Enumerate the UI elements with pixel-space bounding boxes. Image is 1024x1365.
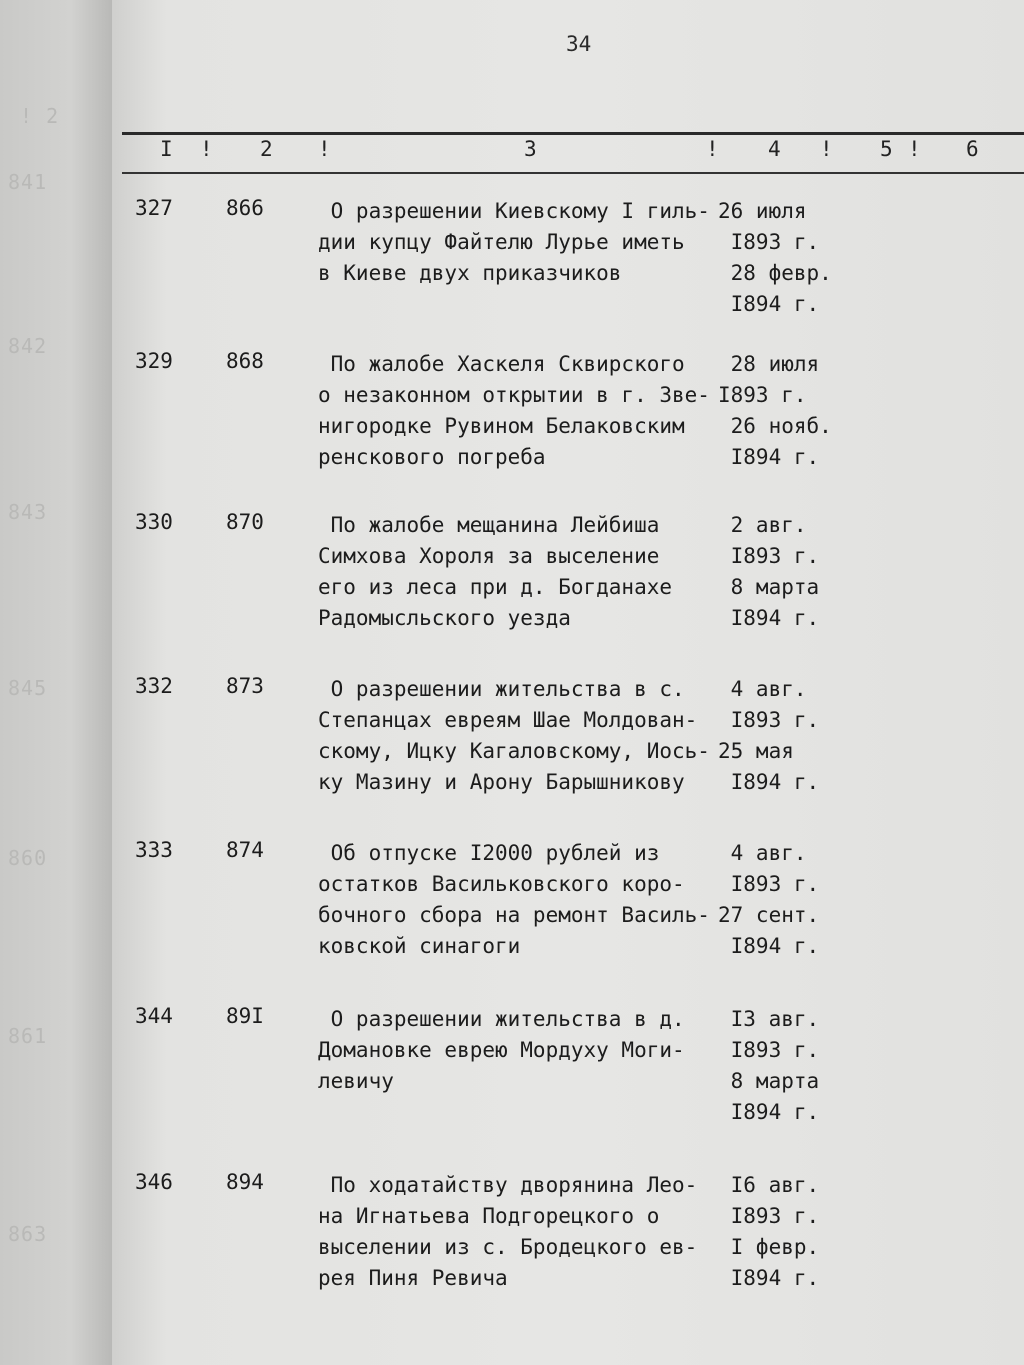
bleed-through-number: 861 [8,1024,48,1048]
bleed-through-number: 863 [8,1222,48,1246]
record-dates: 4 авг. I893 г. 25 мая I894 г. [718,677,820,794]
record-dates: 26 июля I893 г. 28 февр. I894 г. [718,199,832,316]
record-description: По жалобе мещанина Лейбиша Симхова Хороля за выселение его из леса при д. Богданахе Радомысльского уезда [318,513,673,630]
bleed-through-number: 843 [8,500,48,524]
header-separator: ! [318,137,331,161]
record-description: О разрешении жительства в д. Домановке еврею Мордуху Моги- левичу [318,1007,685,1093]
header-top-rule [122,132,1024,135]
header-separator: ! [908,137,921,161]
record-number: 332 [135,674,173,698]
record-number: 346 [135,1170,173,1194]
record-description: О разрешении жительства в с. Степанцах евреям Шае Молдован- скому, Ицку Кагаловскому, Иось- ку Мазину и Арону Барышникову [318,677,710,794]
bleed-through-number: 845 [8,676,48,700]
header-bottom-rule [122,172,1024,174]
bleed-through-number: 842 [8,334,48,358]
header-col-2: 2 [260,137,273,161]
record-number: 333 [135,838,173,862]
file-number: 868 [226,349,264,373]
header-col-3: 3 [524,137,537,161]
file-number: 873 [226,674,264,698]
header-col-5: 5 [880,137,893,161]
record-dates: I6 авг. I893 г. I февр. I894 г. [718,1173,820,1290]
file-number: 894 [226,1170,264,1194]
header-col-4: 4 [768,137,781,161]
header-separator: ! [820,137,833,161]
record-description: О разрешении Киевскому I гиль- дии купцу Файтелю Лурье иметь в Киеве двух приказчиков [318,199,710,285]
header-col-6: 6 [966,137,979,161]
record-dates: 2 авг. I893 г. 8 марта I894 г. [718,513,820,630]
record-dates: 4 авг. I893 г. 27 сент. I894 г. [718,841,820,958]
record-description: По жалобе Хаскеля Сквирского о незаконном открытии в г. Зве- нигородке Рувином Белаковским ренскового погреба [318,352,710,469]
record-dates: 28 июля I893 г. 26 нояб. I894 г. [718,352,832,469]
header-separator: ! [200,137,213,161]
bleed-through-header: ! 2 [20,104,60,128]
bleed-through-number: 841 [8,170,48,194]
header-col-1: I [160,137,173,161]
header-separator: ! [706,137,719,161]
file-number: 870 [226,510,264,534]
file-number: 874 [226,838,264,862]
record-number: 327 [135,196,173,220]
record-dates: I3 авг. I893 г. 8 марта I894 г. [718,1007,820,1124]
record-description: Об отпуске I2000 рублей из остатков Васильковского коро- бочного сбора на ремонт Василь- ковской синагоги [318,841,710,958]
record-number: 329 [135,349,173,373]
bleed-through-number: 860 [8,846,48,870]
file-number: 89I [226,1004,264,1028]
page-number: 34 [566,32,592,56]
record-description: По ходатайству дворянина Лео- на Игнатьева Подгорецкого о выселении из с. Бродецкого ев- рея Пиня Ревича [318,1173,698,1290]
file-number: 866 [226,196,264,220]
record-number: 344 [135,1004,173,1028]
record-number: 330 [135,510,173,534]
